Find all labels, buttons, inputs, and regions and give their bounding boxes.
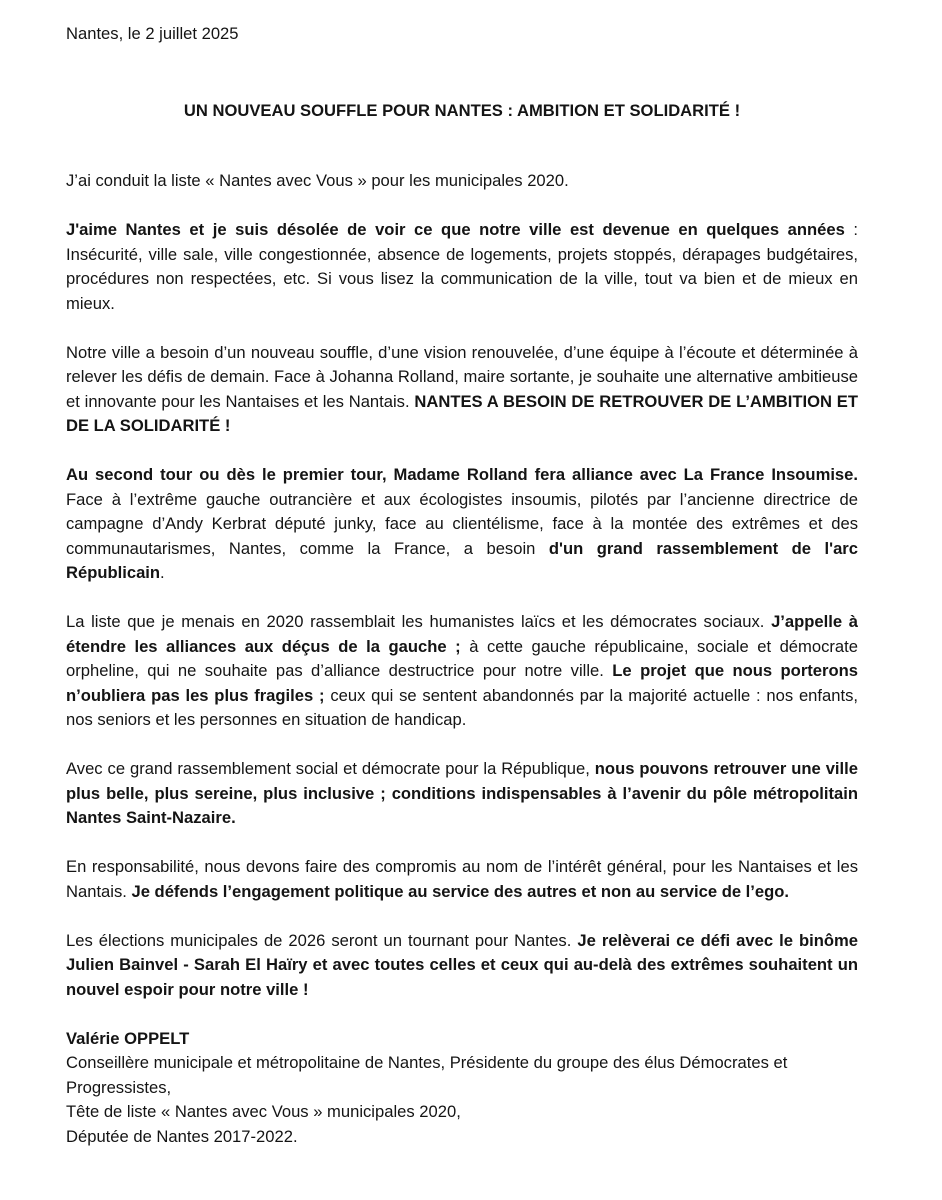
paragraph-new-breath (66, 341, 858, 439)
paragraph-responsibility (66, 855, 858, 904)
signature-line-3: Députée de Nantes 2017-2022. (66, 1126, 298, 1146)
paragraph-alliance (66, 463, 858, 586)
alliance-bold-2: d'un grand rassemblement de l'arc Républicain (66, 538, 858, 582)
responsibility-text: En responsabilité, nous devons faire des compromis au nom de l’intérêt général, pour les Nantaises et les Nantais. (66, 857, 858, 901)
letter-title: UN NOUVEAU SOUFFLE POUR NANTES : AMBITION ET SOLIDARITÉ ! (183, 100, 741, 120)
alliance-text-2: . (160, 563, 165, 582)
paragraph-list-2020 (66, 610, 858, 733)
list-text-1: La liste que je menais en 2020 rassemblait les humanistes laïcs et les démocrates sociaux. (66, 612, 772, 631)
list-bold-1: J’appelle à étendre les alliances aux déçus de la gauche ; (66, 612, 858, 656)
situation-bold: J'aime Nantes et je suis désolée de voir ce que notre ville est devenue en quelques années (66, 220, 845, 239)
alliance-bold-1: Au second tour ou dès le premier tour, Madame Rolland fera alliance avec La France Insoumise. (66, 465, 858, 484)
alliance-text-1: Face à l’extrême gauche outrancière et aux écologistes insoumis, pilotés par l’ancienne directrice de campagne d’Andy Kerbrat député junky, face au clientélisme, face à la montée des extrêmes et des communautarismes, Nantes, comme la France, a besoin (66, 489, 858, 558)
signature-block (66, 1027, 858, 1150)
new-breath-text: Notre ville a besoin d’un nouveau souffle, d’une vision renouvelée, d’une équipe à l’écoute et déterminée à relever les défis de demain. Face à Johanna Rolland, maire sortante, je souhaite une alternative ambitieuse et innovante pour les Nantaises et les Nantais. (66, 342, 858, 411)
signature-line-2: Tête de liste « Nantes avec Vous » municipales 2020, (66, 1102, 461, 1121)
responsibility-bold: Je défends l’engagement politique au service des autres et non au service de l’ego. (131, 881, 789, 901)
new-breath-bold: NANTES A BESOIN DE RETROUVER DE L’AMBITION ET DE LA SOLIDARITÉ ! (66, 391, 858, 435)
letter-date: Nantes, le 2 juillet 2025 (66, 24, 239, 43)
paragraph-intro (66, 169, 858, 194)
elections-bold: Je relèverai ce défi avec le binôme Julien Bainvel - Sarah El Haïry et avec toutes celles et ceux qui au-delà des extrêmes souhaitent un nouvel espoir pour notre ville ! (66, 930, 858, 999)
situation-text: : Insécurité, ville sale, ville congestionnée, absence de logements, projets stoppés, dérapages budgétaires, procédures non respectées, etc. Si vous lisez la communication de la ville, tout va bien et de mieux en mieux. (66, 220, 858, 313)
gathering-text: Avec ce grand rassemblement social et démocrate pour la République, (66, 759, 595, 778)
gathering-bold: nous pouvons retrouver une ville plus belle, plus sereine, plus inclusive ; conditions indispensables à l’avenir du pôle métropolitain Nantes Saint-Nazaire. (66, 759, 858, 827)
paragraph-gathering (66, 757, 858, 831)
list-text-2: à cette gauche républicaine, sociale et démocrate orpheline, qui ne souhaite pas d’alliance destructrice pour notre ville. (66, 636, 858, 680)
intro-text: J’ai conduit la liste « Nantes avec Vous » pour les municipales 2020. (66, 171, 569, 190)
paragraph-situation (66, 218, 858, 316)
elections-text: Les élections municipales de 2026 seront un tournant pour Nantes. (66, 930, 578, 950)
signature-line-1: Conseillère municipale et métropolitaine de Nantes, Présidente du groupe des élus Démocrates et Progressistes, (66, 1053, 788, 1097)
letter-page (66, 22, 858, 1149)
list-text-3: ceux qui se sentent abandonnés par la majorité actuelle : nos enfants, nos seniors et les personnes en situation de handicap. (66, 685, 858, 729)
signature-name: Valérie OPPELT (66, 1028, 190, 1048)
list-bold-2: Le projet que nous porterons n’oubliera pas les plus fragiles ; (66, 661, 858, 705)
paragraph-elections-2026 (66, 929, 858, 1003)
